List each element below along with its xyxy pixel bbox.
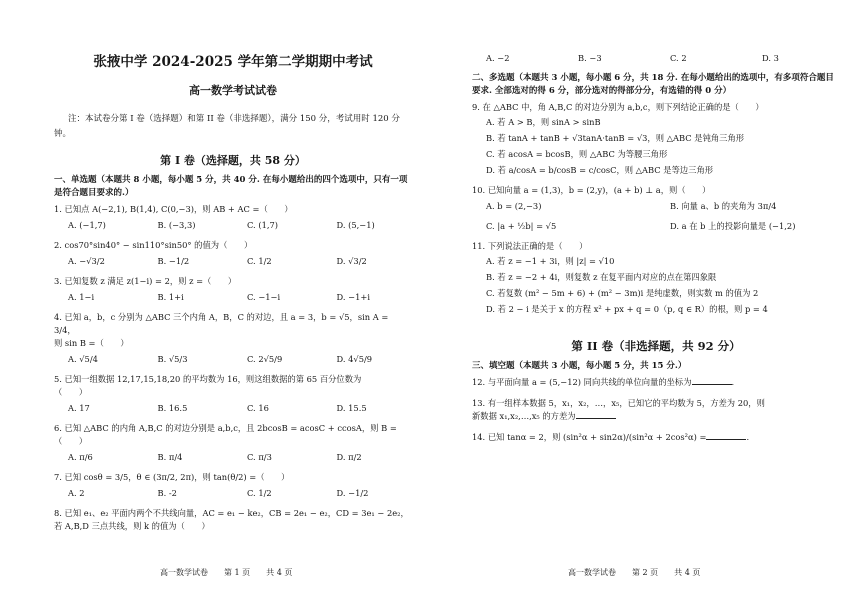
option-d: D. 15.5	[336, 403, 367, 413]
option-a: A. 2	[68, 488, 85, 498]
option-d: D. 若 a/cosA = b/cosB = c/cosC，则 △ABC 是等边三角形	[486, 165, 714, 175]
question-4: 4. 已知 a，b，c 分别为 △ABC 三个内角 A，B，C 的对边，且 a = 3，b = √5，sin A = 3/4，	[54, 312, 389, 335]
option-b: B. -2	[157, 488, 177, 498]
option-c: C. 若复数 (m² − 5m + 6) + (m² − 3m)i 是纯虚数，则实数 m 的值为 2	[486, 288, 759, 298]
exam-subtitle: 高一数学考试试卷	[189, 84, 277, 97]
option-b: B. 若 tanA + tanB + √3tanA·tanB = √3，则 △ABC 是钝角三角形	[486, 133, 745, 143]
option-c: C. 1/2	[247, 488, 272, 498]
question-8-cont: 若 A,B,D 三点共线，则 k 的值为（ ）	[54, 521, 210, 531]
option-d: D. (5,−1)	[336, 220, 375, 230]
question-6-options	[54, 451, 412, 464]
option-b: B. 16.5	[157, 403, 188, 413]
option-d: D. a 在 b 上的投影向量是 (−1,2)	[670, 221, 796, 231]
fill-blank-heading: 三、填空题（本题共 3 小题，每小题 5 分，共 15 分.）	[472, 361, 687, 371]
page-right	[430, 0, 860, 608]
option-b: B. π/4	[157, 452, 183, 462]
question-5: 5. 已知一组数据 12,17,15,18,20 的平均数为 16，则这组数据的第 65 百分位数为	[54, 374, 362, 384]
option-a: A. b = (2,−3)	[486, 201, 542, 211]
page-footer-right: 高一数学试卷 第 2 页 共 4 页	[568, 568, 701, 577]
option-a: A. 17	[68, 403, 90, 413]
question-6: 6. 已知 △ABC 的内角 A,B,C 的对边分别是 a,b,c，且 2bcosB = acosC + ccosA，则 B =	[54, 423, 397, 433]
question-3: 3. 已知复数 z 满足 z(1−i) = 2，则 z =（ ）	[54, 276, 237, 286]
question-2-options	[54, 255, 412, 268]
question-11: 11. 下列说法正确的是（ ）	[472, 241, 588, 251]
option-b: B. 1+i	[157, 292, 184, 302]
question-4-cont: 则 sin B =（ ）	[54, 338, 129, 348]
option-c: C. 2	[670, 53, 687, 63]
question-8: 8. 已知 e₁、e₂ 平面内两个不共线向量，AC = e₁ − ke₂，CB = 2e₁ − e₂，CD = 3e₁ − 2e₂，	[54, 508, 409, 518]
option-d: D. √3/2	[336, 256, 367, 266]
answer-blank	[692, 376, 732, 385]
option-a: A. 1−i	[68, 292, 95, 302]
question-1-options	[54, 219, 412, 232]
option-c: C. π/3	[247, 452, 272, 462]
option-a: A. 若 A > B，则 sinA > sinB	[486, 117, 601, 127]
question-9: 9. 在 △ABC 中，角 A,B,C 的对边分别为 a,b,c，则下列结论正确的是（ ）	[472, 102, 764, 112]
option-c: C. −1−i	[247, 292, 281, 302]
question-1: 1. 已知点 A(−2,1), B(1,4), C(0,−3)，则 AB + AC =（ ）	[54, 204, 293, 214]
option-c: C. 1/2	[247, 256, 272, 266]
option-c: C. 2√5/9	[247, 354, 283, 364]
question-13-cont: 新数据 x₁,x₂,…,x₅ 的方差为	[472, 410, 840, 423]
option-d: D. π/2	[336, 452, 362, 462]
question-7: 7. 已知 cosθ = 3/5，θ ∈ (3π/2, 2π)，则 tan(θ/2) =（ ）	[54, 472, 290, 482]
question-7-options	[54, 487, 412, 500]
option-c: C. 若 acosA = bcosB，则 △ABC 为等腰三角形	[486, 149, 668, 159]
exam-note: 注：本试卷分第 I 卷（选择题）和第 II 卷（非选择题），满分 150 分，考试用时 120 分钟。	[54, 114, 400, 139]
question-5-options	[54, 402, 412, 415]
page-footer-left: 高一数学试卷 第 1 页 共 4 页	[160, 568, 293, 577]
option-c: C. 16	[247, 403, 269, 413]
question-2: 2. cos70°sin40° − sin110°sin50° 的值为（ ）	[54, 240, 253, 250]
option-a: A. 若 z = −1 + 3i，则 |z| = √10	[486, 256, 615, 266]
question-14: 14. 已知 tanα = 2，则 (sin²α + sin2α)/(sin²α + 2cos²α) = .	[472, 432, 750, 442]
question-5-cont: （ ）	[54, 387, 88, 397]
question-8-options	[472, 52, 840, 65]
option-c: C. |a + ½b| = √5	[486, 221, 557, 231]
question-4-options	[54, 353, 412, 366]
multi-choice-heading: 二、多选题（本题共 3 小题，每小题 6 分，共 18 分. 在每小题给出的选项中，有多项符合题目要求. 全部选对的得 6 分，部分选对的得部分分，有选错的得 0 分）	[472, 73, 834, 96]
option-b: B. 向量 a、b 的夹角为 3π/4	[670, 201, 777, 211]
option-d: D. 4√5/9	[336, 354, 373, 364]
question-10: 10. 已知向量 a = (1,3)，b = (2,y)，(a + b) ⊥ a，则（ ）	[472, 185, 711, 195]
option-b: B. −1/2	[157, 256, 190, 266]
single-choice-heading: 一、单选题（本题共 8 小题，每小题 5 分，共 40 分. 在每小题给出的四个选项中，只有一项是符合题目要求的.）	[54, 175, 408, 198]
option-d: D. −1+i	[336, 292, 370, 302]
option-b: B. √5/3	[157, 354, 188, 364]
exam-title: 张掖中学 2024-2025 学年第二学期期中考试	[93, 54, 373, 70]
option-b: B. −3	[578, 53, 602, 63]
option-b: B. 若 z = −2 + 4i，则复数 z 在复平面内对应的点在第四象限	[486, 272, 717, 282]
question-10-options-cd	[472, 220, 840, 233]
answer-blank	[706, 431, 746, 440]
option-d: D. 3	[762, 53, 779, 63]
option-a: A. π/6	[68, 452, 93, 462]
part2-title: 第 II 卷（非选择题，共 92 分）	[571, 339, 741, 353]
option-a: A. −√3/2	[68, 256, 105, 266]
question-13: 13. 有一组样本数据 5，x₁，x₂，…，x₅，已知它的平均数为 5，方差为 20，则	[472, 398, 765, 408]
option-d: D. −1/2	[336, 488, 369, 498]
question-10-options-ab	[472, 200, 840, 213]
option-a: A. (−1,7)	[68, 220, 106, 230]
question-12: 12. 与平面向量 a = (5,−12) 同向共线的单位向量的坐标为 .	[472, 377, 735, 387]
answer-blank	[576, 410, 616, 419]
option-b: B. (−3,3)	[157, 220, 196, 230]
question-6-cont: （ ）	[54, 436, 88, 446]
option-a: A. √5/4	[68, 354, 98, 364]
question-3-options	[54, 291, 412, 304]
option-d: D. 若 2 − i 是关于 x 的方程 x² + px + q = 0（p, q ∈ R）的根，则 p = 4	[486, 304, 768, 314]
option-c: C. (1,7)	[247, 220, 278, 230]
option-a: A. −2	[486, 53, 510, 63]
part1-title: 第 I 卷（选择题，共 58 分）	[160, 154, 306, 167]
